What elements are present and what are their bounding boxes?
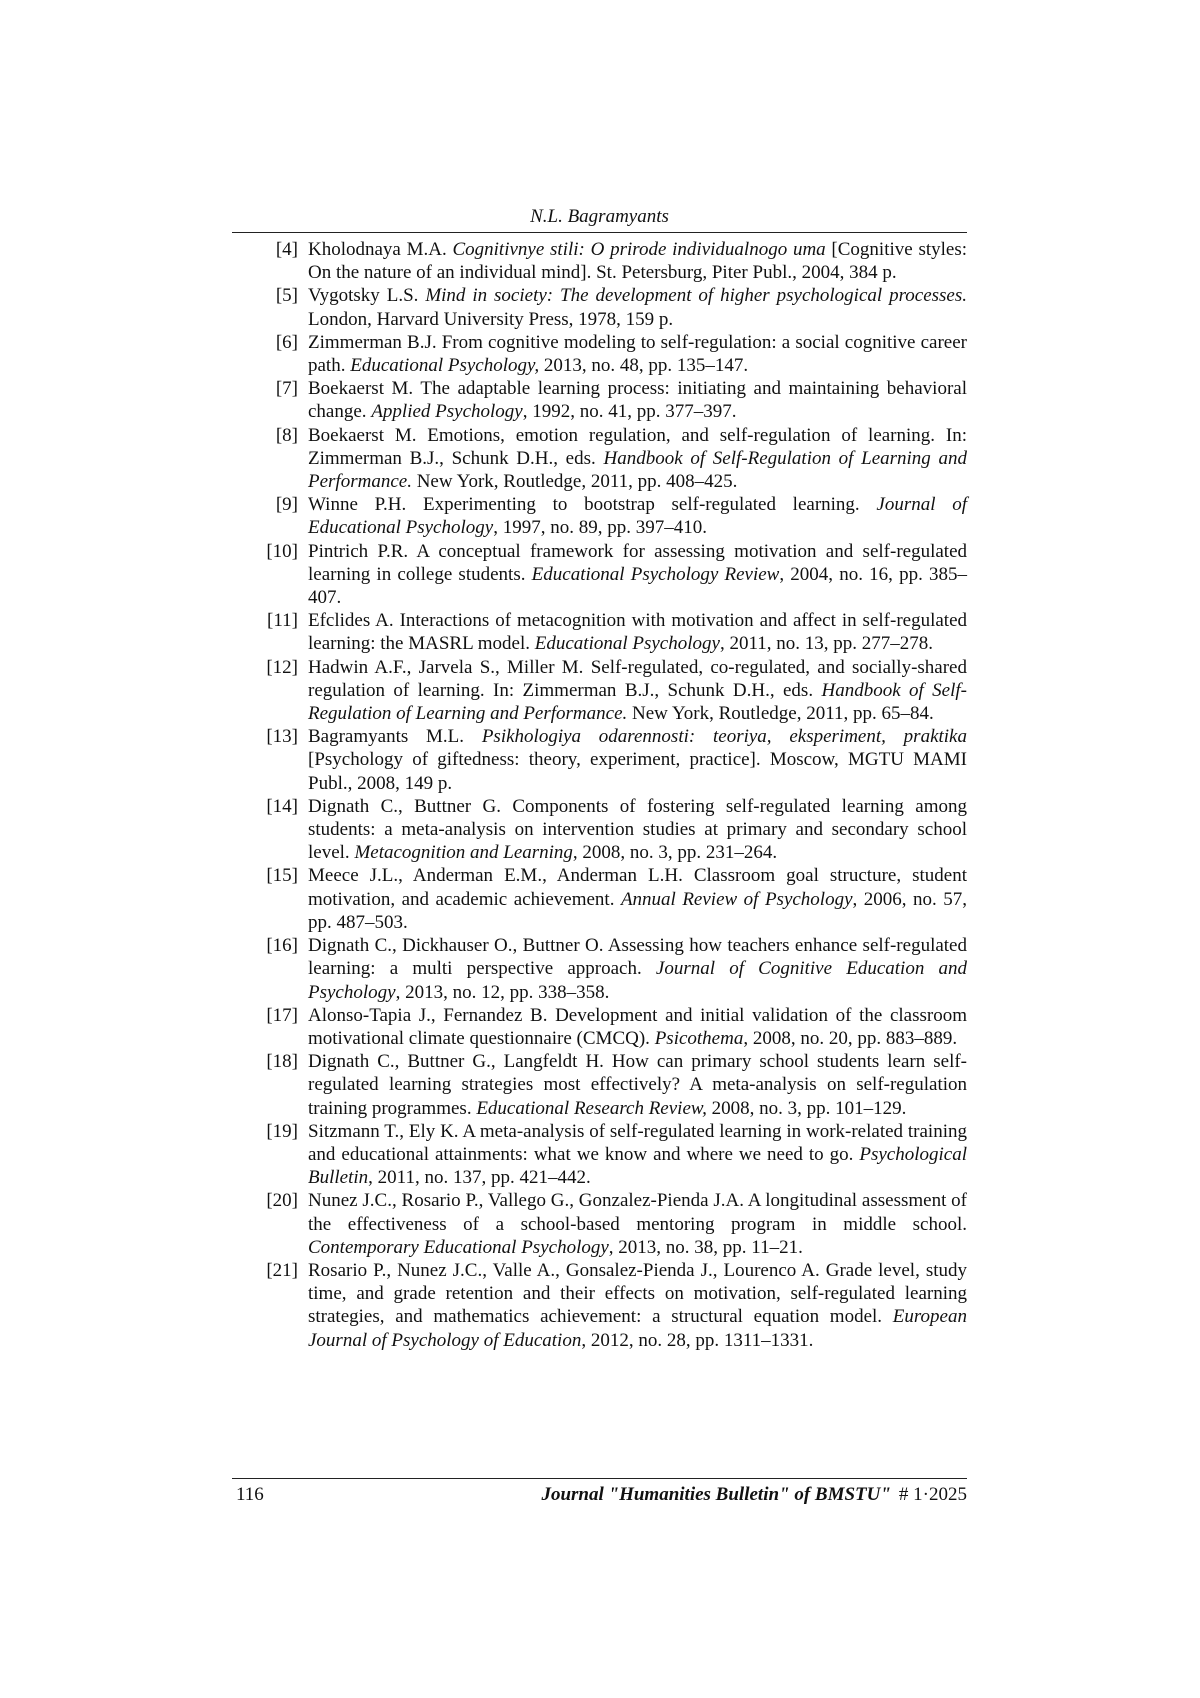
- reference-segment: , 2013, no. 38, pp. 11–21.: [608, 1236, 803, 1258]
- reference-source-title: Mind in society: The development of higher psychological processes.: [425, 285, 967, 307]
- reference-segment: Boekaerst M. Emotions, emotion regulation, and self-regulation of learning. In: Zimmerman B.J., Schunk D.H., eds.: [308, 424, 967, 469]
- reference-item: [232, 795, 967, 865]
- reference-segment: , 2008, no. 3, pp. 231–264.: [572, 842, 778, 864]
- reference-segment: 2008, no. 3, pp. 101–129.: [706, 1097, 907, 1119]
- reference-source-title: Psikhologiya odarennosti: teoriya, eksperiment, praktika: [481, 726, 967, 748]
- reference-number: [15]: [266, 865, 298, 887]
- reference-number: [7]: [275, 378, 298, 400]
- reference-item: [232, 1189, 967, 1259]
- reference-item: [232, 725, 967, 795]
- footer-rule: [232, 1478, 967, 1479]
- reference-text: [308, 1120, 967, 1190]
- reference-source-title: Applied Psychology: [371, 401, 523, 423]
- reference-item: [232, 864, 967, 934]
- reference-source-title: Journal of Educational Psychology: [308, 494, 968, 539]
- reference-text: [308, 284, 967, 330]
- reference-number: [11]: [267, 610, 298, 632]
- reference-item: [232, 1050, 967, 1120]
- reference-number: [10]: [266, 540, 298, 562]
- reference-source-title: Journal of Cognitive Education and Psychology: [308, 958, 968, 1003]
- reference-item: [232, 1004, 967, 1050]
- reference-item: [232, 1259, 967, 1352]
- reference-segment: Winne P.H. Experimenting to bootstrap self-regulated learning.: [308, 494, 877, 516]
- reference-number: [12]: [266, 656, 298, 678]
- reference-number: [16]: [266, 935, 298, 957]
- reference-source-title: Contemporary Educational Psychology: [308, 1236, 609, 1258]
- reference-text: [308, 795, 967, 865]
- reference-number: [4]: [275, 239, 298, 260]
- reference-segment: , 2004, no. 16, pp. 385–407.: [308, 563, 968, 609]
- journal-name: Journal "Humanities Bulletin" of BMSTU": [541, 1484, 891, 1505]
- reference-item: [232, 377, 967, 423]
- reference-segment: , 1997, no. 89, pp. 397–410.: [493, 517, 707, 539]
- reference-list: [232, 238, 967, 1352]
- reference-source-title: Psicothema: [654, 1027, 744, 1049]
- reference-number: [21]: [266, 1259, 298, 1281]
- reference-segment: , 2011, no. 13, pp. 277–278.: [719, 633, 934, 655]
- reference-segment: Zimmerman B.J. From cognitive modeling to self-regulation: a social cognitive career path.: [308, 331, 967, 377]
- reference-number: [19]: [266, 1120, 298, 1142]
- reference-source-title: European Journal of Psychology of Education: [308, 1306, 967, 1351]
- reference-source-title: Metacognition and Learning: [354, 842, 573, 864]
- reference-item: [232, 1120, 967, 1190]
- reference-segment: New York, Routledge, 2011, pp. 65–84.: [627, 703, 934, 725]
- reference-text: [308, 656, 967, 726]
- reference-segment: , 2013, no. 12, pp. 338–358.: [395, 981, 610, 1003]
- reference-segment: Dignath C., Dickhauser O., Buttner O. Assessing how teachers enhance self-regulated learning: a multi perspective approach.: [308, 935, 967, 980]
- reference-text: [308, 1189, 967, 1259]
- reference-text: [308, 424, 967, 494]
- journal-issue: # 1·2025: [898, 1484, 967, 1505]
- reference-segment: , 2008, no. 20, pp. 883–889.: [743, 1027, 958, 1049]
- reference-segment: , 2011, no. 137, pp. 421–442.: [368, 1167, 591, 1189]
- reference-number: [9]: [275, 494, 298, 516]
- reference-text: [308, 864, 967, 934]
- reference-source-title: Annual Review of Psychology: [620, 888, 853, 910]
- reference-text: [308, 238, 967, 284]
- reference-number: [5]: [275, 285, 298, 307]
- reference-source-title: Educational Psychology: [534, 633, 720, 655]
- reference-text: [308, 1259, 967, 1352]
- reference-item: [232, 331, 967, 377]
- reference-segment: [Psychology of giftedness: theory, experiment, practice]. Moscow, MGTU MAMI Publ., 2008, 149 p.: [308, 749, 967, 794]
- reference-text: [308, 1004, 967, 1050]
- reference-item: [232, 609, 967, 655]
- reference-text: [308, 1050, 967, 1120]
- reference-segment: Pintrich P.R. A conceptual framework for assessing motivation and self-regulated learning in college students.: [308, 540, 967, 585]
- reference-segment: Alonso-Tapia J., Fernandez B. Development and initial validation of the classroom motivational climate questionnaire (CMCQ).: [308, 1004, 967, 1049]
- reference-segment: Hadwin A.F., Jarvela S., Miller M. Self-regulated, co-regulated, and socially-shared regulation of learning. In: Zimmerman B.J., Schunk D.H., eds.: [308, 656, 967, 701]
- reference-text: [308, 540, 967, 610]
- reference-segment: Efclides A. Interactions of metacognition with motivation and affect in self-regulated learning: the MASRL model.: [308, 610, 967, 655]
- reference-number: [8]: [275, 424, 298, 446]
- header-rule: [232, 232, 967, 233]
- reference-segment: Vygotsky L.S.: [308, 285, 426, 307]
- reference-source-title: Educational Research Review,: [476, 1097, 707, 1119]
- reference-source-title: Handbook of Self-Regulation of Learning and Performance.: [308, 679, 967, 725]
- reference-item: [232, 493, 967, 539]
- reference-segment: London, Harvard University Press, 1978, 159 p.: [308, 308, 674, 330]
- reference-number: [13]: [266, 726, 298, 748]
- running-head-author: N.L. Bagramyants: [530, 206, 669, 227]
- reference-text: [308, 725, 967, 795]
- reference-source-title: Educational Psychology,: [350, 355, 540, 377]
- reference-segment: New York, Routledge, 2011, pp. 408–425.: [411, 471, 738, 493]
- reference-segment: , 2012, no. 28, pp. 1311–1331.: [581, 1329, 814, 1351]
- reference-segment: Rosario P., Nunez J.C., Valle A., Gonsalez-Pienda J., Lourenco A. Grade level, study time, and grade retention and their effects on motivation, self-regulated learning strategies, and mathematics achievement: a structural equation model.: [308, 1259, 967, 1328]
- reference-segment: Boekaerst M. The adaptable learning process: initiating and maintaining behavioral change.: [308, 378, 967, 423]
- page-number: 116: [236, 1484, 264, 1505]
- reference-number: [14]: [266, 795, 298, 817]
- reference-text: [308, 493, 967, 539]
- reference-item: [232, 238, 967, 284]
- reference-segment: Nunez J.C., Rosario P., Vallego G., Gonzalez-Pienda J.A. A longitudinal assessment of the effectiveness of a school-based mentoring program in middle school.: [308, 1190, 967, 1235]
- reference-number: [17]: [266, 1004, 298, 1026]
- reference-item: [232, 656, 967, 726]
- reference-segment: Meece J.L., Anderman E.M., Anderman L.H. Classroom goal structure, student motivation, and academic achievement.: [308, 865, 967, 910]
- reference-segment: Dignath C., Buttner G. Components of fostering self-regulated learning among students: a meta-analysis on intervention studies at primary and secondary school level.: [308, 795, 967, 864]
- reference-segment: 2013, no. 48, pp. 135–147.: [539, 355, 749, 377]
- reference-segment: Bagramyants M.L.: [308, 726, 482, 748]
- reference-item: [232, 284, 967, 330]
- page-footer: [232, 1483, 967, 1509]
- reference-item: [232, 934, 967, 1004]
- reference-segment: , 2006, no. 57, pp. 487–503.: [308, 888, 967, 933]
- reference-source-title: Handbook of Self-Regulation of Learning and Performance.: [308, 447, 968, 493]
- reference-number: [18]: [266, 1051, 298, 1073]
- reference-text: [308, 377, 967, 423]
- reference-segment: Dignath C., Buttner G., Langfeldt H. How can primary school students learn self-regulated learning strategies most effectively? A meta-analysis on self-regulation training programmes.: [308, 1051, 967, 1119]
- reference-text: [308, 331, 967, 377]
- reference-source-title: Educational Psychology Review: [531, 563, 780, 585]
- reference-segment: , 1992, no. 41, pp. 377–397.: [522, 401, 737, 423]
- reference-text: [308, 609, 967, 655]
- reference-item: [232, 540, 967, 610]
- reference-source-title: Cognitivnye stili: O prirode individualnogo uma: [452, 239, 826, 260]
- reference-segment: Sitzmann T., Ely K. A meta-analysis of self-regulated learning in work-related training and educational attainments: what we know and where we need to go.: [308, 1120, 967, 1165]
- reference-source-title: Psychological Bulletin: [308, 1143, 967, 1189]
- reference-number: [6]: [275, 331, 298, 353]
- reference-segment: [Cognitive styles: On the nature of an individual mind]. St. Petersburg, Piter Publ., 2004, 384 p.: [308, 239, 967, 284]
- journal-info: [541, 1483, 967, 1507]
- reference-segment: Kholodnaya M.A.: [308, 239, 453, 260]
- reference-text: [308, 934, 967, 1004]
- reference-item: [232, 424, 967, 494]
- reference-number: [20]: [266, 1190, 298, 1212]
